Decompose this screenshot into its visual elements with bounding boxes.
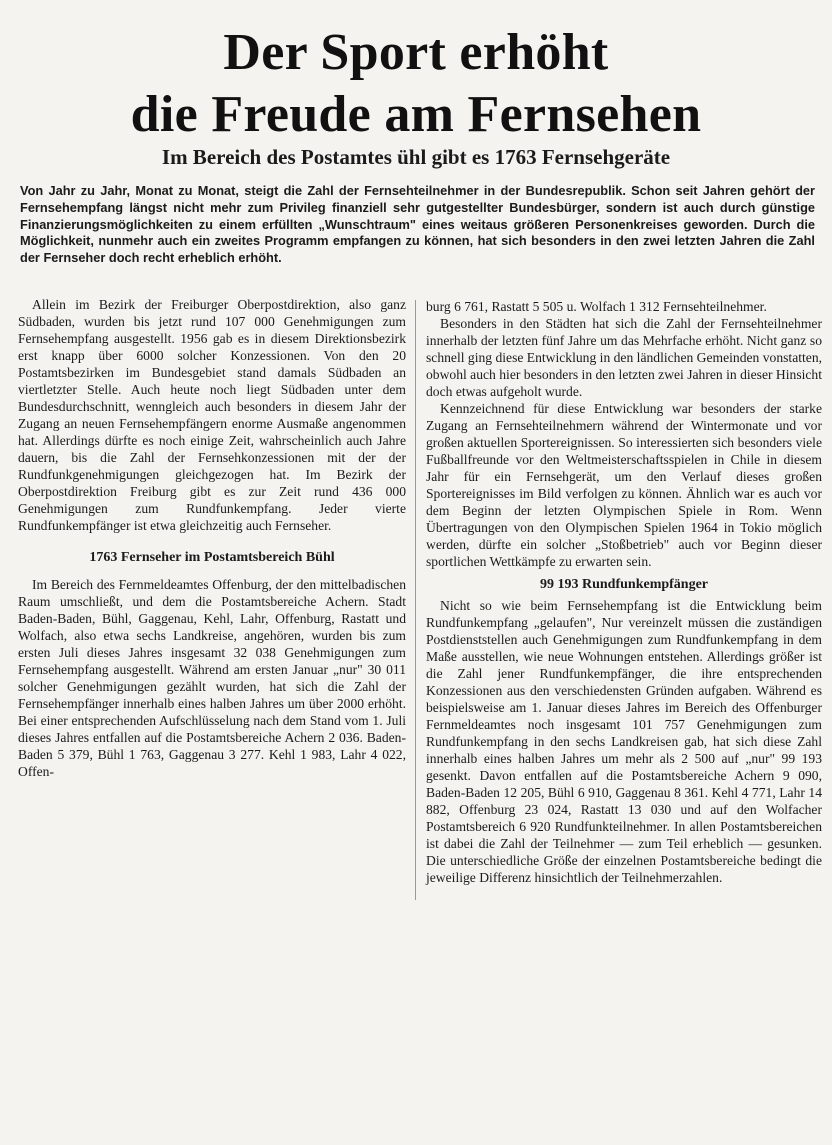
left-column (18, 296, 406, 780)
left-paragraph-1: Allein im Bezirk der Freiburger Oberpostdirektion, also ganz Südbaden, wurden bis jetzt rund 107 000 Genehmigungen zum Fernsehempfang ausgestellt. 1956 gab es in diesem Direktionsbezirk erst knapp über 6000 solcher Konzessionen. Von den 20 Postamtsbezirken im Bundesgebiet stand damals Südbaden an viertletzter Stelle. Auch heute noch liegt Südbaden unter dem Bundesdurchschnitt, wenngleich auch besonders in diesem Jahr der Zugang an neuen Fernsehempfängern enorme Ausmaße angenommen hat. Allerdings dürfte es noch einige Zeit, wahrscheinlich auch Jahre dauern, bis die Zahl der Fernsehkonzessionen mit der der Rundfunkgenehmigungen gleichgezogen hat. Im Bezirk der Oberpostdirektion Freiburg gibt es zur Zeit rund 436 000 Genehmigungen zum Rundfunkempfang. Jeder vierte Rundfunkempfänger ist etwa gleichzeitig auch Fernseher. (18, 297, 406, 533)
left-paragraph-2: Im Bereich des Fernmeldeamtes Offenburg, der den mittelbadischen Raum umschließt, und dem die Postamtsbereiche Achern. Stadt Baden-Baden, Bühl, Gaggenau, Kehl, Lahr, Offenburg, Rastatt und Wolfach, also etwa sechs Landkreise, angehören, wurden bis zum ersten Juli dieses Jahres insgesamt 32 038 Genehmigungen zum Fernsehempfang ausgestellt. Während am ersten Januar „nur" 30 011 solcher Genehmigungen gezählt wurden, hat sich die Zahl der Fernsehempfänger innerhalb eines halben Jahres um über 2000 erhöht. Bei einer entsprechenden Aufschlüsselung nach dem Stand vom 1. Juli dieses Jahres entfallen auf die Postamtsbereiche Achern 2 036. Baden-Baden 5 379, Bühl 1 763, Gaggenau 3 277. Kehl 1 983, Lahr 4 022, Offen- (18, 577, 406, 779)
right-paragraph-2: Besonders in den Städten hat sich die Zahl der Fernsehteilnehmer innerhalb der letzten fünf Jahre um das Mehrfache erhöht. Nicht ganz so schnell ging diese Entwicklung in den ländlichen Gemeinden vonstatten, obwohl auch hier besonders in den letzten zwei Jahren in dieser Hinsicht doch etwas aufgeholt wurde. (426, 316, 823, 399)
left-subheading: 1763 Fernseher im Postamtsbereich Bühl (89, 550, 335, 565)
right-paragraph-4: Nicht so wie beim Fernsehempfang ist die Entwicklung beim Rundfunkempfang „gelaufen", Nur vereinzelt müssen die zuständigen Postdienststellen auch Genehmigungen zum Rundfunkempfang in dem Maße ausstellen, wie neue Wohnungen entstehen. Allerdings größer ist die Zahl jener Rundfunkempfänger, die ihre entsprechenden Konzessionen aus den verschiedensten Gründen aufgaben. Während es beispielsweise am 1. Januar dieses Jahres im Bereich des Offenburger Fernmeldeamtes noch insgesamt 101 757 Genehmigungen zum Rundfunkempfang in den sechs Landkreisen gab, hat sich diese Zahl innerhalb eines halben Jahres um mehr als 2 500 auf „nur" 99 193 gesenkt. Davon entfallen auf die Postamtsbereiche Achern 9 090, Baden-Baden 12 205, Bühl 6 910, Gaggenau 8 361. Kehl 4 771, Lahr 14 882, Offenburg 23 024, Rastatt 13 030 und auf den Wolfacher Postamtsbereich 6 920 Rundfunkteilnehmer. In allen Postamtsbereichen ist dabei die Zahl der Teilnehmer — zum Teil erheblich — gesunken. Die unterschiedliche Größe der einzelnen Postamtsbereiche bedingt die jeweilige Differenz hinsichtlich der Teilnehmerzahlen. (426, 598, 822, 885)
right-column (426, 298, 822, 886)
right-subheading: 99 193 Rundfunkempfänger (539, 577, 709, 592)
right-paragraph-1: burg 6 761, Rastatt 5 505 u. Wolfach 1 312 Fernsehteilnehmer. (426, 299, 767, 314)
subheadline: Im Bereich des Postamtes ühl gibt es 1763 Fernsehgeräte (161, 145, 671, 169)
headline-line-2: die Freude am Fernsehen (130, 86, 702, 143)
headline-line-1: Der Sport erhöht (223, 24, 609, 81)
lead-paragraph: Von Jahr zu Jahr, Monat zu Monat, steigt die Zahl der Fernsehteilnehmer in der Bundesrepublik. Schon seit Jahren gehört der Fernsehempfang längst nicht mehr zum Privileg finanziell sehr gutgestellter Bundesbürger, sondern ist auch durch günstige Finanzierungsmöglichkeiten zu einem erfüllten „Wunschtraum" eines weitaus größeren Personenkreises geworden. Durch die Möglichkeit, nunmehr auch ein zweites Programm empfangen zu können, hat sich besonders in den zwei letzten Jahren die Zahl der Fernseher doch recht erheblich erhöht. (20, 183, 815, 266)
right-paragraph-3: Kennzeichnend für diese Entwicklung war besonders der starke Zugang an Fernsehteilnehmern während der Wintermonate und vor großen aktuellen Sportereignissen. So interessierten sich besonders viele Fußballfreunde vor den Weltmeisterschaftsspielen in Chile in diesem Jahr für ein Fernsehgerät, um den Verlauf dieses großen Sportereignisses im Bild verfolgen zu können. Ähnlich war es auch vor dem Beginn der letzten Olympischen Spiele in Rom. Wenn Übertragungen von den Olympischen Spielen 1964 in Tokio möglich werden, dürfte ein solcher „Stoßbetrieb" auch vor Beginn dieser sportlichen Wettkämpfe zu erwarten sein. (426, 401, 822, 569)
column-divider (415, 300, 416, 900)
